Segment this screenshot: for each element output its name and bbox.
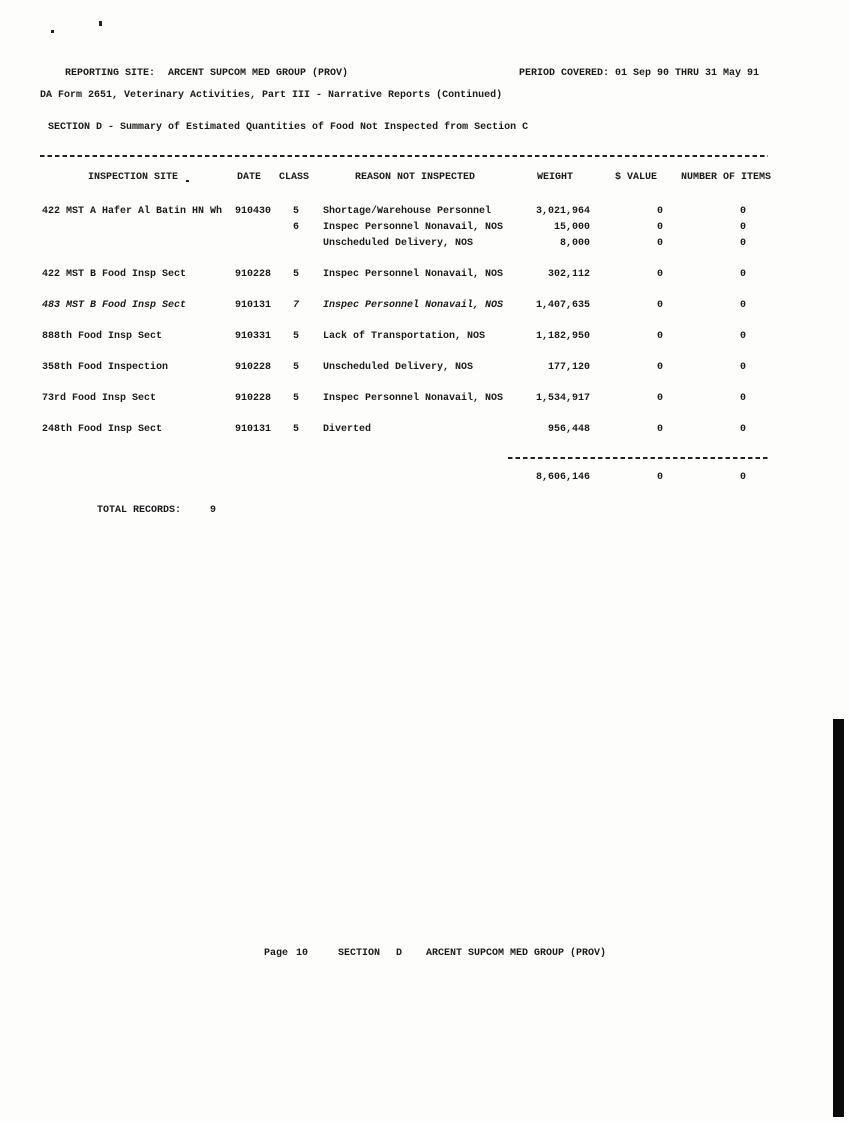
- column-header-class: CLASS: [279, 172, 310, 183]
- cell-inspection-site: 483 MST B Food Insp Sect: [42, 300, 187, 311]
- table-row: [0, 206, 850, 222]
- cell-date: 910131: [235, 424, 272, 435]
- cell-class: 7: [293, 300, 300, 311]
- table-row: [0, 393, 850, 409]
- column-header-date: DATE: [237, 172, 262, 183]
- column-header-reason: REASON NOT INSPECTED: [355, 172, 476, 183]
- cell-inspection-site: 358th Food Inspection: [42, 362, 169, 373]
- cell-weight: 302,112: [547, 269, 590, 280]
- cell-date: 910228: [235, 362, 272, 373]
- section-title: SECTION D - Summary of Estimated Quantities of Food Not Inspected from Section C: [48, 122, 529, 133]
- cell-value: 0: [656, 300, 663, 311]
- cell-reason: Lack of Transportation, NOS: [323, 331, 486, 342]
- cell-weight: 956,448: [547, 424, 590, 435]
- cell-value: 0: [656, 222, 663, 233]
- table-row: [0, 269, 850, 285]
- cell-class: 5: [293, 331, 300, 342]
- period-covered-label: PERIOD COVERED:: [519, 68, 610, 79]
- cell-weight: 1,182,950: [535, 331, 590, 342]
- table-row: [0, 362, 850, 378]
- cell-inspection-site: 888th Food Insp Sect: [42, 331, 163, 342]
- cell-value: 0: [656, 424, 663, 435]
- scan-speck: [186, 180, 189, 182]
- total-weight: 8,606,146: [535, 472, 590, 483]
- scan-speck: [99, 21, 102, 26]
- total-items: 0: [739, 472, 746, 483]
- cell-value: 0: [656, 393, 663, 404]
- cell-class: 5: [293, 269, 300, 280]
- column-header-weight: WEIGHT: [537, 172, 574, 183]
- cell-class: 5: [293, 393, 300, 404]
- reporting-site-value: ARCENT SUPCOM MED GROUP (PROV): [168, 68, 349, 79]
- total-records-label: TOTAL RECORDS:: [97, 505, 182, 516]
- cell-class: 5: [293, 206, 300, 217]
- cell-weight: 15,000: [553, 222, 590, 233]
- form-title: DA Form 2651, Veterinary Activities, Part III - Narrative Reports (Continued): [40, 90, 503, 101]
- cell-items: 0: [739, 362, 746, 373]
- cell-date: 910228: [235, 393, 272, 404]
- total-records-value: 9: [210, 505, 217, 516]
- cell-items: 0: [739, 331, 746, 342]
- footer-page-label: Page: [264, 948, 289, 959]
- cell-value: 0: [656, 269, 663, 280]
- reporting-site-label: REPORTING SITE:: [65, 68, 156, 79]
- cell-items: 0: [739, 238, 746, 249]
- table-body: [0, 206, 850, 440]
- cell-weight: 3,021,964: [535, 206, 590, 217]
- cell-inspection-site: 422 MST A Hafer Al Batin HN Wh: [42, 206, 223, 217]
- cell-weight: 8,000: [559, 238, 590, 249]
- cell-items: 0: [739, 300, 746, 311]
- totals-row: [0, 472, 850, 488]
- cell-items: 0: [739, 222, 746, 233]
- cell-value: 0: [656, 206, 663, 217]
- cell-reason: Diverted: [323, 424, 372, 435]
- cell-value: 0: [656, 331, 663, 342]
- cell-reason: Unscheduled Delivery, NOS: [323, 362, 474, 373]
- dashed-separator-top: [40, 155, 768, 157]
- cell-weight: 1,407,635: [535, 300, 590, 311]
- column-header-inspection-site: INSPECTION SITE: [88, 172, 179, 183]
- footer-section-value: D: [396, 948, 403, 959]
- cell-inspection-site: 422 MST B Food Insp Sect: [42, 269, 187, 280]
- cell-items: 0: [739, 269, 746, 280]
- cell-inspection-site: 248th Food Insp Sect: [42, 424, 163, 435]
- total-value: 0: [656, 472, 663, 483]
- cell-date: 910331: [235, 331, 272, 342]
- cell-inspection-site: 73rd Food Insp Sect: [42, 393, 157, 404]
- column-header-value: $ VALUE: [615, 172, 658, 183]
- cell-items: 0: [739, 424, 746, 435]
- footer-section-label: SECTION: [338, 948, 381, 959]
- cell-date: 910131: [235, 300, 272, 311]
- cell-class: 5: [293, 362, 300, 373]
- table-row: [0, 238, 850, 254]
- table-row: [0, 331, 850, 347]
- table-row: [0, 222, 850, 238]
- cell-class: 6: [293, 222, 300, 233]
- dashed-separator-totals: [508, 457, 768, 459]
- footer-site: ARCENT SUPCOM MED GROUP (PROV): [426, 948, 607, 959]
- cell-reason: Inspec Personnel Nonavail, NOS: [323, 393, 504, 404]
- cell-value: 0: [656, 238, 663, 249]
- footer-page-number: 10: [296, 948, 309, 959]
- cell-weight: 177,120: [547, 362, 590, 373]
- cell-value: 0: [656, 362, 663, 373]
- scan-black-bar: [833, 719, 844, 1117]
- scan-speck: [51, 30, 54, 33]
- table-row: [0, 424, 850, 440]
- cell-reason: Shortage/Warehouse Personnel: [323, 206, 492, 217]
- cell-items: 0: [739, 393, 746, 404]
- period-covered-value: 01 Sep 90 THRU 31 May 91: [615, 68, 760, 79]
- cell-weight: 1,534,917: [535, 393, 590, 404]
- column-header-items: NUMBER OF ITEMS: [681, 172, 772, 183]
- table-row: [0, 300, 850, 316]
- cell-date: 910430: [235, 206, 272, 217]
- cell-class: 5: [293, 424, 300, 435]
- cell-reason: Unscheduled Delivery, NOS: [323, 238, 474, 249]
- cell-reason: Inspec Personnel Nonavail, NOS: [323, 269, 504, 280]
- cell-items: 0: [739, 206, 746, 217]
- cell-reason: Inspec Personnel Nonavail, NOS: [323, 222, 504, 233]
- cell-date: 910228: [235, 269, 272, 280]
- cell-reason: Inspec Personnel Nonavail, NOS: [323, 300, 504, 311]
